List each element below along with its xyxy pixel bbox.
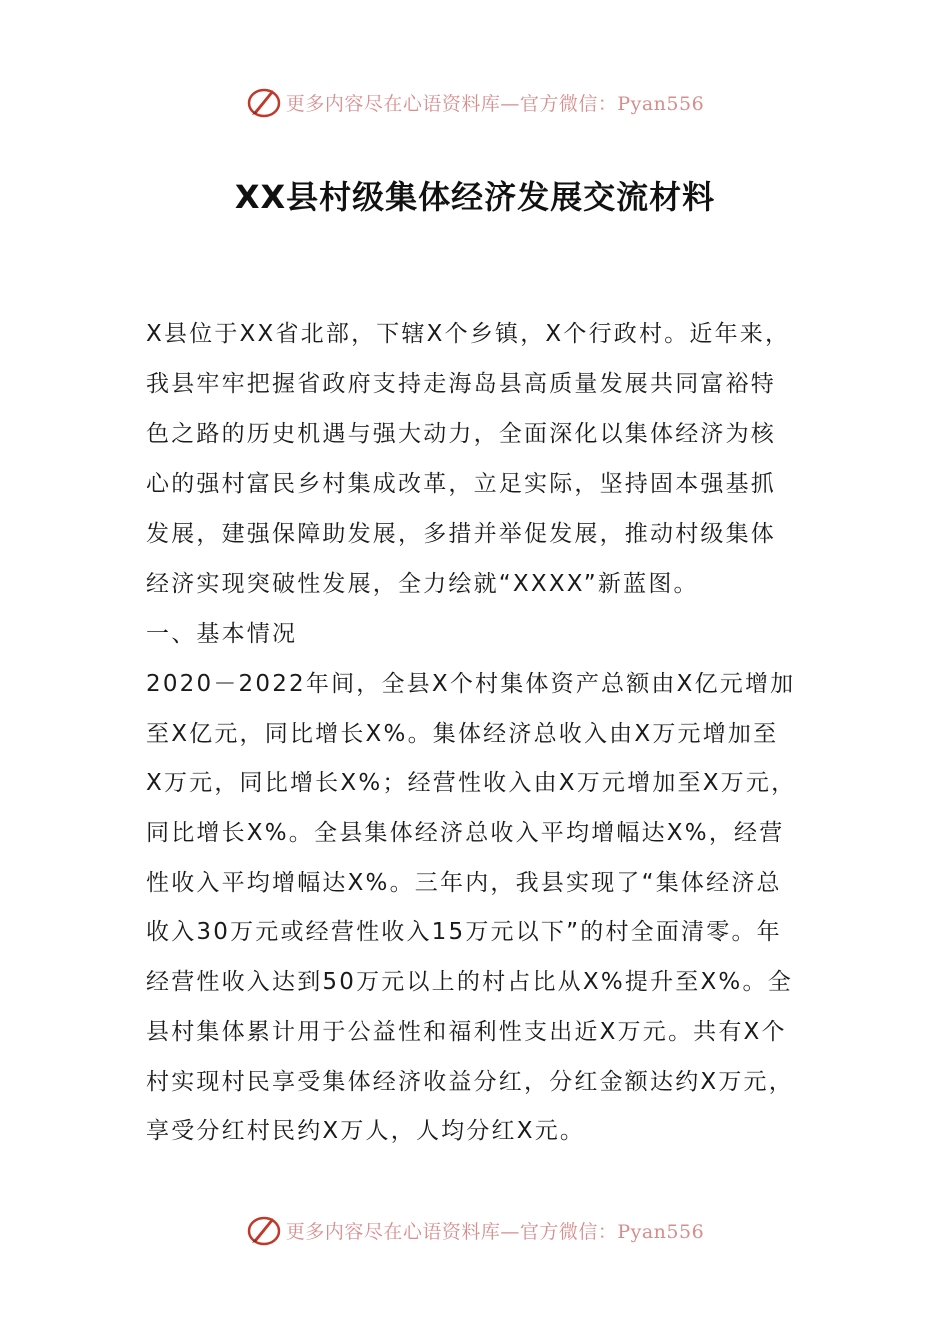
quill-pen-icon bbox=[246, 1212, 282, 1248]
body-line: 色之路的历史机遇与强大动力，全面深化以集体经济为核 bbox=[146, 421, 776, 447]
body-line: 经营性收入达到50万元以上的村占比从X%提升至X%。全 bbox=[146, 969, 793, 995]
body-line: 村实现村民享受集体经济收益分红，分红金额达约X万元， bbox=[146, 1069, 794, 1095]
header-banner bbox=[0, 82, 950, 122]
body-line: 县村集体累计用于公益性和福利性支出近X万元。共有X个 bbox=[146, 1019, 787, 1045]
banner-text: 更多内容尽在心语资料库—官方微信：Pyan556 bbox=[285, 92, 705, 115]
document-title: XX县村级集体经济发展交流材料 bbox=[234, 178, 716, 216]
body-line: 至X亿元，同比增长X%。集体经济总收入由X万元增加至 bbox=[146, 721, 779, 747]
body-line: X万元，同比增长X%；经营性收入由X万元增加至X万元， bbox=[146, 770, 797, 796]
body-line: 我县牢牢把握省政府支持走海岛县高质量发展共同富裕特 bbox=[146, 371, 776, 397]
body-line: 性收入平均增幅达X%。三年内，我县实现了“集体经济总 bbox=[146, 870, 782, 896]
banner-text: 更多内容尽在心语资料库—官方微信：Pyan556 bbox=[285, 1220, 705, 1243]
body-line: 经济实现突破性发展，全力绘就“XXXX”新蓝图。 bbox=[146, 571, 699, 597]
body-line: 发展，建强保障助发展，多措并举促发展，推动村级集体 bbox=[146, 521, 776, 547]
body-line: 心的强村富民乡村集成改革，立足实际，坚持固本强基抓 bbox=[146, 471, 776, 497]
section-heading: 一、基本情况 bbox=[146, 621, 298, 647]
body-line: 同比增长X%。全县集体经济总收入平均增幅达X%，经营 bbox=[146, 820, 785, 846]
footer-banner bbox=[0, 1210, 950, 1250]
body-line: 2020－2022年间，全县X个村集体资产总额由X亿元增加 bbox=[146, 671, 796, 697]
quill-pen-icon bbox=[246, 84, 282, 120]
body-line: X县位于XX省北部，下辖X个乡镇，X个行政村。近年来， bbox=[146, 321, 791, 347]
body-line: 收入30万元或经营性收入15万元以下”的村全面清零。年 bbox=[146, 919, 782, 945]
body-line: 享受分红村民约X万人，人均分红X元。 bbox=[146, 1118, 586, 1144]
